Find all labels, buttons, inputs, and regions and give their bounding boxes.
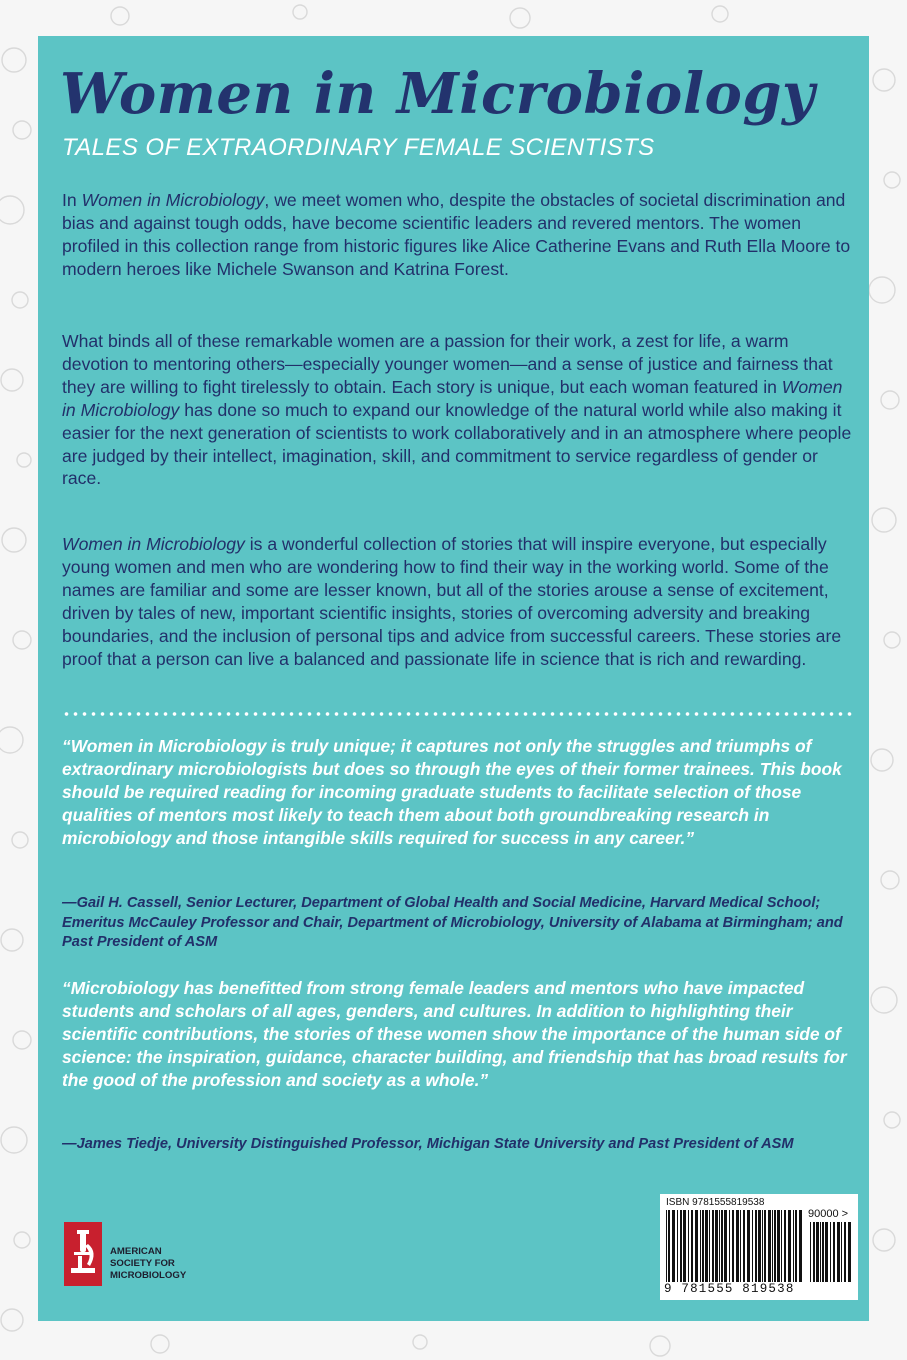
description-paragraph-2: What binds all of these remarkable women are a passion for their work, a zest for life, a warm devotion to mentoring others—especially younger women—and a sense of justice and fairness that they are willing to fight tirelessly to obtain. Each story is unique, but each woman featured in Women in Microbiology has done so much to expand our knowledge of the natural world while also making it easier for the next generation of scientists to work collaboratively and in an atmosphere where people are judged by their intellect, imagination, skill, and commitment to service regardless of gender or race. bbox=[62, 331, 852, 489]
endorsement-quote: “Women in Microbiology is truly unique; it captures not only the struggles and triumphs of extraordinary microbiologists but does so through the eyes of their former trainees. This book should be required reading for incoming graduate students to facilitate selection of those qualities of mentors most likely to teach them about both groundbreaking research in microbiology and those intangible skills required for success in any career.” bbox=[62, 736, 842, 848]
isbn-digits: 9 781555 819538 bbox=[664, 1282, 795, 1296]
endorsement-attribution: —Gail H. Cassell, Senior Lecturer, Department of Global Health and Social Medicine, Harvard Medical School; Emeritus McCauley Professor and Chair, Department of Microbiology, University of Alabama at Birmingham; and Past President of ASM bbox=[62, 895, 843, 950]
barcode-addon-bars bbox=[808, 1222, 852, 1282]
publisher-logo bbox=[64, 1222, 214, 1288]
book-title-mention: Women in Microbiology bbox=[62, 534, 245, 554]
description-paragraph-1: In Women in Microbiology, we meet women who, despite the obstacles of societal discrimination and bias and against tough odds, have become scientific leaders and revered mentors. The women profiled in this collection range from historic figures like Alice Catherine Evans and Ruth Ella Moore to modern heroes like Michele Swanson and Katrina Forest. bbox=[62, 190, 851, 279]
description-paragraph-3: Women in Microbiology is a wonderful collection of stories that will inspire everyone, but especially young women and men who are wondering how to find their way in the working world. Some of the names are familiar and some are lesser known, but all of the stories arouse a sense of excitement, driven by tales of new, important scientific insights, stories of overcoming adversity and breaking boundaries, and the inclusion of personal tips and advice from successful careers. These stories are proof that a person can live a balanced and passionate life in science that is rich and rewarding. bbox=[62, 534, 842, 669]
isbn-barcode bbox=[660, 1194, 858, 1300]
endorsement-attribution: —James Tiedje, University Distinguished Professor, Michigan State University and Past President of ASM bbox=[62, 1136, 794, 1152]
publisher-name: AMERICAN SOCIETY FOR MICROBIOLOGY bbox=[110, 1246, 187, 1281]
endorsement-quote: “Microbiology has benefitted from strong female leaders and mentors who have impacted students and scholars of all ages, genders, and cultures. In addition to highlighting their scientific contributions, the stories of these women show the importance of the human side of science: the inspiration, guidance, character building, and friendship that has broad results for the good of the profession and society as a whole.” bbox=[62, 978, 847, 1090]
book-title-mention: Women in Microbiology bbox=[81, 190, 265, 210]
book-title-mention: Women in Microbiology bbox=[62, 376, 843, 420]
book-subtitle: TALES OF EXTRAORDINARY FEMALE SCIENTISTS bbox=[62, 134, 655, 161]
book-title: Women in Microbiology bbox=[60, 61, 816, 127]
dotted-divider bbox=[62, 711, 852, 717]
price-code: 90000 > bbox=[808, 1208, 849, 1220]
barcode-bars bbox=[664, 1210, 804, 1282]
isbn-label: ISBN 9781555819538 bbox=[666, 1197, 765, 1208]
microscope-icon bbox=[64, 1222, 102, 1286]
